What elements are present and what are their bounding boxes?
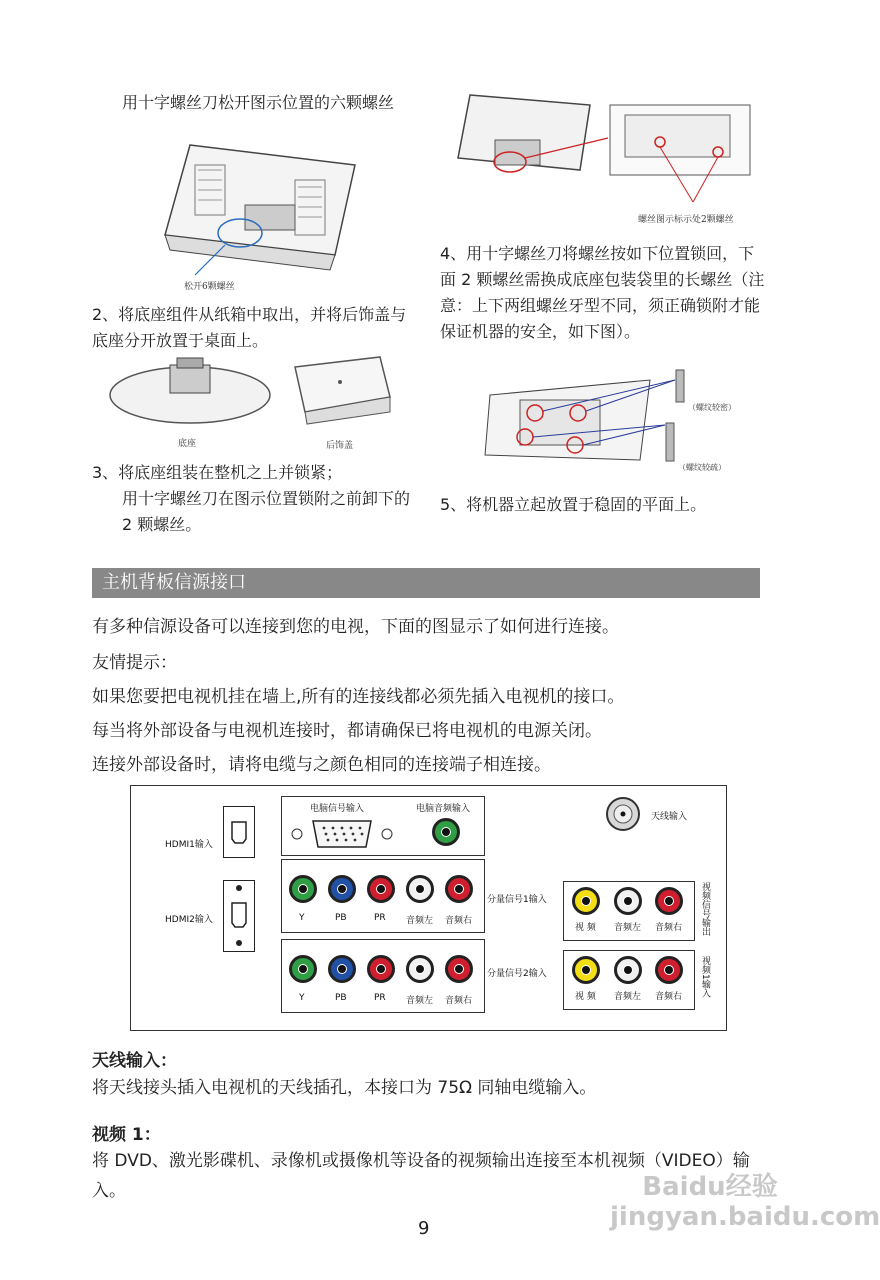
step5-text: 5、将机器立起放置于稳固的平面上。 [440,495,707,514]
antenna-port[interactable] [605,796,641,832]
pc-input-group [281,796,485,856]
component2-pb-jack[interactable] [328,955,356,983]
video-title: 视频 1： [92,1125,161,1145]
step1-caption: 松开6颗螺丝 [184,282,235,292]
tip-title: 友情提示： [92,653,177,673]
video-out-audio-r-jack[interactable] [655,887,683,915]
intro-text: 有多种信源设备可以连接到您的电视，下面的图显示了如何进行连接。 [92,617,619,637]
video1-input-group [563,950,695,1010]
video-out-audio-r-label: 音频右 [655,923,683,933]
component2-audio-l-jack[interactable] [406,955,434,983]
antenna-label: 天线输入 [651,812,688,822]
component2-y-label: Y [299,993,305,1003]
video-in-audio-r-jack[interactable] [655,956,683,984]
connector-panel [130,785,727,1031]
caption-dense: （螺纹较密） [688,403,736,412]
component2-audio-r-jack[interactable] [445,955,473,983]
step3-line2: 用十字螺丝刀在图示位置锁附之前卸下的 2 颗螺丝。 [122,489,411,534]
video-in-audio-l-jack[interactable] [614,956,642,984]
component2-pr-label: PR [374,993,386,1003]
step1-text: 用十字螺丝刀松开图示位置的六颗螺丝 [122,93,395,112]
caption-base: 底座 [178,439,197,449]
tip-1: 如果您要把电视机挂在墙上,所有的连接线都必须先插入电视机的接口。 [92,687,625,707]
video-in-audio-l-label: 音频左 [614,992,642,1002]
video-in-audio-r-label: 音频右 [655,992,683,1002]
stand-assembly-illustration [450,90,770,220]
component1-group [281,859,485,933]
hdmi2-label: HDMI2输入 [165,915,213,925]
pc-audio-jack[interactable] [432,818,460,846]
screw-illustration [480,365,770,475]
component2-group [281,939,485,1013]
video-out-audio-l-jack[interactable] [614,887,642,915]
step3-line1: 3、将底座组装在整机之上并锁紧； [92,463,343,482]
component2-audio-r-label: 音频右 [445,996,473,1006]
tip-2: 每当将外部设备与电视机连接时，都请确保已将电视机的电源关闭。 [92,721,602,741]
component2-audio-l-label: 音频左 [406,996,434,1006]
video-out-audio-l-label: 音频左 [614,923,642,933]
step3-caption: 螺丝图示标示处2颗螺丝 [638,215,734,225]
watermark: Baidu经验 jingyan.baidu.com [610,1172,880,1232]
page-number: 9 [418,1218,430,1239]
video1-input-label: 视频1输入 [700,956,710,998]
component2-pb-label: PB [335,993,347,1003]
component1-audio-r-jack[interactable] [445,875,473,903]
rear-cover-illustration [285,352,400,427]
tv-back-illustration [150,135,370,295]
caption-sparse: （螺纹较疏） [678,463,726,472]
tip-3: 连接外部设备时，请将电缆与之颜色相同的连接端子相连接。 [92,755,551,775]
component2-y-jack[interactable] [289,955,317,983]
component1-pb-jack[interactable] [328,875,356,903]
component1-audio-r-label: 音频右 [445,916,473,926]
component2-pr-jack[interactable] [367,955,395,983]
vga-port[interactable] [288,817,408,851]
pc-signal-label: 电脑信号输入 [310,804,365,814]
component1-pr-jack[interactable] [367,875,395,903]
antenna-title: 天线输入： [92,1051,177,1071]
hdmi1-port[interactable] [223,806,255,858]
component1-y-jack[interactable] [289,875,317,903]
stand-base-illustration [105,350,275,430]
component1-audio-l-jack[interactable] [406,875,434,903]
hdmi2-port[interactable] [223,880,255,952]
caption-cover: 后饰盖 [326,441,354,451]
pc-audio-label: 电脑音频输入 [416,804,471,814]
video-output-label: 视频信号输出 [700,882,710,936]
video-in-label: 视 频 [575,992,596,1002]
section-title: 主机背板信源接口 [92,568,760,598]
hdmi1-label: HDMI1输入 [165,840,213,850]
video-out-jack[interactable] [572,887,600,915]
step2-text: 2、将底座组件从纸箱中取出，并将后饰盖与底座分开放置于桌面上。 [92,305,407,350]
component1-pr-label: PR [374,913,386,923]
component1-y-label: Y [299,913,305,923]
component2-label: 分量信号2输入 [487,969,547,979]
video-out-label: 视 频 [575,923,596,933]
video-output-group [563,881,695,941]
component1-label: 分量信号1输入 [487,895,547,905]
step4-text: 4、用十字螺丝刀将螺丝按如下位置锁回，下面 2 颗螺丝需换成底座包装袋里的长螺丝（注意：上下两组螺丝牙型不同，须正确锁附才能保证机器的安全，如下图）。 [440,244,765,341]
video-text: 将 DVD、激光影碟机、录像机或摄像机等设备的视频输出连接至本机视频（VIDEO）输入。 [92,1151,750,1201]
antenna-text: 将天线接头插入电视机的天线插孔，本接口为 75Ω 同轴电缆输入。 [92,1078,597,1098]
component1-audio-l-label: 音频左 [406,916,434,926]
component1-pb-label: PB [335,913,347,923]
video-in-jack[interactable] [572,956,600,984]
